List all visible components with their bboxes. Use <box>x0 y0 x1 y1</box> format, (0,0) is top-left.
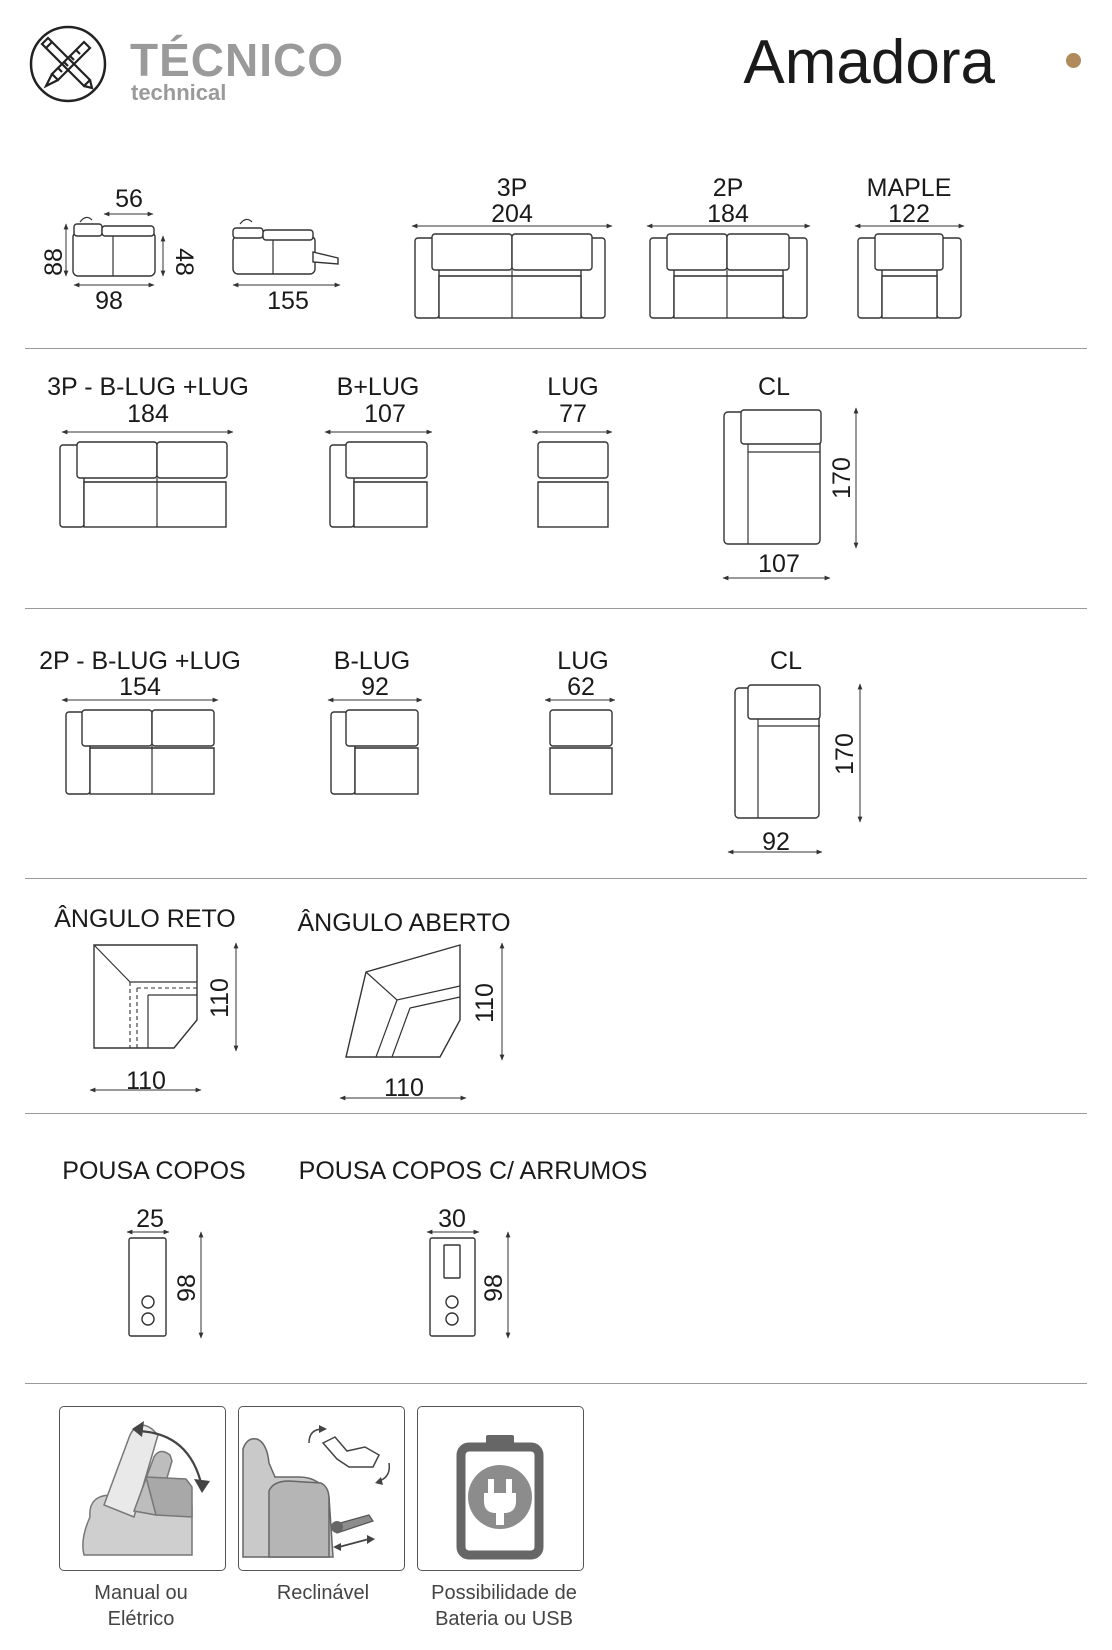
reclined-width-dim: 155 <box>267 287 309 315</box>
feature-recliner <box>238 1406 405 1571</box>
section-divider <box>25 1383 1087 1384</box>
sofa-3p-drawing <box>412 226 612 318</box>
caption-line: Elétrico <box>107 1608 175 1630</box>
feature-caption-manual <box>56 1580 226 1632</box>
chaise-cl-107-label: CL <box>758 373 790 401</box>
module-3p-blug-lug-drawing <box>60 432 233 527</box>
module-lug-77-width: 77 <box>559 400 587 428</box>
module-lug-62-label: LUG <box>557 647 609 675</box>
module-b-lug-drawing <box>328 700 422 794</box>
chaise-cl-92-width: 92 <box>762 828 790 856</box>
chaise-cl-107-width: 107 <box>758 550 800 578</box>
feature-caption-battery <box>419 1580 589 1632</box>
sofa-3p-width: 204 <box>491 200 533 228</box>
armchair-maple-drawing <box>855 226 964 318</box>
corner-open-angle-depth: 110 <box>471 983 499 1023</box>
side-height-seat-dim: 48 <box>170 248 198 276</box>
module-lug-77-drawing <box>532 432 612 527</box>
module-3p-blug-lug-label: 3P - B-LUG +LUG <box>47 373 249 401</box>
caption-line: Reclinável <box>276 1582 370 1604</box>
sofa-2p-label: 2P <box>712 174 744 202</box>
cup-holder-storage-depth: 98 <box>480 1274 508 1302</box>
module-2p-blug-lug-width: 154 <box>119 673 161 701</box>
chaise-cl-107-length: 170 <box>828 457 856 499</box>
section-divider <box>25 1113 1087 1114</box>
module-3p-blug-lug-width: 184 <box>127 400 169 428</box>
module-lug-77-label: LUG <box>547 373 599 401</box>
corner-open-angle-width: 110 <box>384 1074 424 1102</box>
module-lug-62-width: 62 <box>567 673 595 701</box>
module-2p-blug-lug-drawing <box>62 700 218 794</box>
side-depth-dim: 56 <box>115 185 143 213</box>
section-divider <box>25 608 1087 609</box>
corner-right-angle-width: 110 <box>126 1067 166 1095</box>
module-b-lug-width: 92 <box>361 673 389 701</box>
sofa-3p-label: 3P <box>496 174 528 202</box>
feature-manual-electric <box>59 1406 226 1571</box>
feature-caption-recliner <box>238 1580 408 1606</box>
logo-subtitle: technical <box>131 80 227 105</box>
chaise-cl-92-label: CL <box>770 647 802 675</box>
recliner-icon <box>239 1407 403 1569</box>
caption-line: Possibilidade de <box>431 1582 577 1604</box>
chaise-cl-92-length: 170 <box>831 733 859 775</box>
caption-line: Bateria ou USB <box>435 1608 573 1630</box>
cup-holder-width: 25 <box>136 1205 164 1233</box>
cup-holder-storage-label: POUSA COPOS C/ ARRUMOS <box>298 1157 648 1185</box>
maple-label: MAPLE <box>866 174 952 202</box>
maple-width: 122 <box>888 200 930 228</box>
reclined-profile-drawing <box>233 219 340 285</box>
battery-usb-icon <box>418 1407 582 1569</box>
module-b-plus-lug-width: 107 <box>364 400 406 428</box>
module-b-plus-lug-label: B+LUG <box>336 373 420 401</box>
side-width-dim: 98 <box>95 287 123 315</box>
manual-electric-icon <box>60 1407 224 1569</box>
side-height-back-dim: 88 <box>40 248 68 276</box>
model-name: Amadora <box>743 28 995 97</box>
side-profile-drawing <box>66 214 163 285</box>
feature-battery-usb <box>417 1406 584 1571</box>
module-b-lug-label: B-LUG <box>333 647 411 675</box>
cup-holder-label: POUSA COPOS <box>62 1157 246 1185</box>
section-divider <box>25 878 1087 879</box>
module-lug-62-drawing <box>545 700 615 794</box>
sofa-2p-drawing <box>647 226 810 318</box>
sofa-2p-width: 184 <box>707 200 749 228</box>
cup-holder-storage-width: 30 <box>438 1205 466 1233</box>
logo-title: TÉCNICO <box>130 34 344 86</box>
corner-right-angle-label: ÂNGULO RETO <box>54 905 236 933</box>
module-2p-blug-lug-label: 2P - B-LUG +LUG <box>39 647 241 675</box>
section-divider <box>25 348 1087 349</box>
corner-open-angle-label: ÂNGULO ABERTO <box>297 909 511 937</box>
module-b-plus-lug-drawing <box>325 432 432 527</box>
corner-right-angle-depth: 110 <box>206 978 234 1018</box>
cup-holder-depth: 98 <box>173 1274 201 1302</box>
caption-line: Manual ou <box>94 1582 188 1604</box>
